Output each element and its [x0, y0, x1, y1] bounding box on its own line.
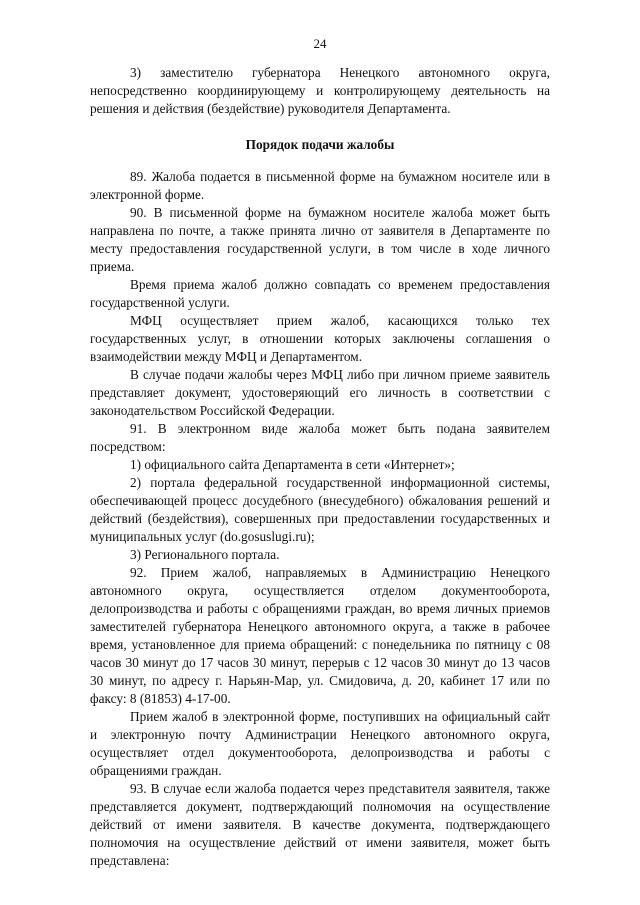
paragraph-91-item-2: 2) портала федеральной государственной информационной системы, обеспечивающей процесс досудебного (внесудебного) обжалования решений и действий (бездействия), совершенных при предоставлении государственных и муниципальных услуг (do.gosuslugi.ru); — [90, 475, 550, 544]
paragraph-91: 91. В электронном виде жалоба может быть подана заявителем посредством: — [90, 421, 550, 454]
page-number: 24 — [313, 36, 327, 51]
paragraph-90-mfc: МФЦ осуществляет прием жалоб, касающихся только тех государственных услуг, в отношении которых заключены соглашения о взаимодействии между МФЦ и Департаментом. — [90, 313, 550, 364]
paragraph-90-document: В случае подачи жалобы через МФЦ либо при личном приеме заявитель представляет документ, удостоверяющий его личность в соответствии с законодательством Российской Федерации. — [90, 367, 550, 418]
paragraph-93: 93. В случае если жалоба подается через представителя заявителя, также представляется документ, подтверждающий полномочия на осуществление действий от имени заявителя. В качестве документа, подтверждающего полномочия на осуществление действий от имени заявителя, может быть представлена: — [90, 781, 550, 868]
paragraph-90-time: Время приема жалоб должно совпадать со временем предоставления государственной услуги. — [90, 277, 550, 310]
paragraph-89: 89. Жалоба подается в письменной форме на бумажном носителе или в электронной форме. — [90, 169, 550, 202]
paragraph-91-item-1: 1) официального сайта Департамента в сети «Интернет»; — [130, 457, 455, 472]
paragraph-item-3: 3) заместителю губернатора Ненецкого автономного округа, непосредственно координирующему и контролирующему деятельность на решения и действия (бездействие) руководителя Департамента. — [90, 65, 550, 116]
paragraph-92: 92. Прием жалоб, направляемых в Администрацию Ненецкого автономного округа, осуществляется отделом документооборота, делопроизводства и работы с обращениями граждан, во время личных приемов заместителей губернатора Ненецкого автономного округа, а также в рабочее время, установленное для приема обращений: с понедельника по пятницу с 08 часов 30 минут до 17 часов 30 минут, перерыв с 12 часов 30 минут до 13 часов 30 минут, по адресу г. Нарьян-Мар, ул. Смидовича, д. 20, кабинет 17 или по факсу: 8 (81853) 4-17-00. — [90, 565, 550, 706]
document-body — [90, 64, 550, 870]
paragraph-91-item-3: 3) Регионального портала. — [130, 547, 280, 562]
paragraph-90: 90. В письменной форме на бумажном носителе жалоба может быть направлена по почте, а также принята лично от заявителя в Департаменте по месту предоставления государственной услуги, в том числе в ходе личного приема. — [90, 205, 550, 274]
paragraph-92-electronic: Прием жалоб в электронной форме, поступивших на официальный сайт и электронную почту Администрации Ненецкого автономного округа, осуществляет отдел документооборота, делопроизводства и работы с обращениями граждан. — [90, 709, 550, 778]
section-heading: Порядок подачи жалобы — [245, 137, 395, 152]
